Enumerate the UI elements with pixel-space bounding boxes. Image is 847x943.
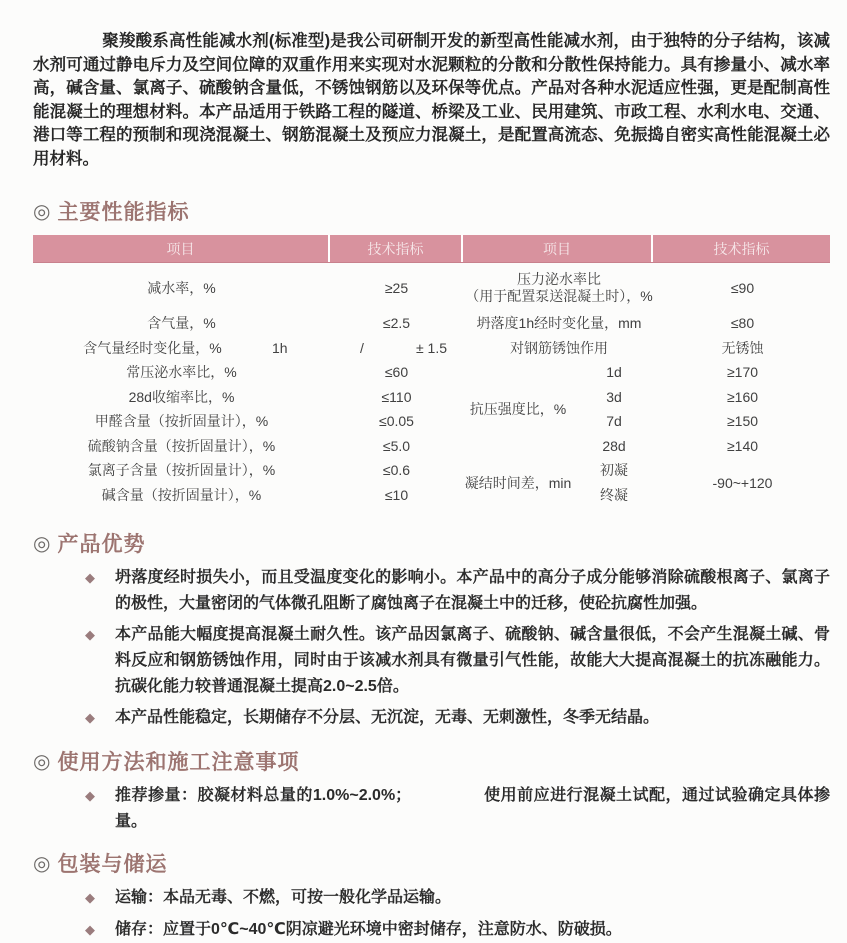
strength-age-column: 1d 3d 7d 28d: [602, 364, 626, 454]
list-item-text: [115, 783, 830, 835]
row-label: 含气量，%: [147, 315, 216, 332]
list-item: [33, 622, 830, 700]
diamond-bullet-icon: ◆: [85, 570, 95, 585]
list-item: [33, 565, 830, 617]
list-item-text: 本产品性能稳定，长期储存不分层、无沉淀，无毒、无刺激性，冬季无结晶。: [115, 709, 660, 726]
row-label: 甲醛含量（按折固量计），%: [94, 413, 269, 430]
table-row: [33, 458, 463, 483]
table-row: [463, 336, 830, 361]
list-item-text: 坍落度经时损失小，而且受温度变化的影响小。本产品中的高分子成分能够消除硫酸根离子、氯离子的极性，大量密闭的气体微孔阻断了腐蚀离子在混凝土中的迁移，使砼抗腐性加强。: [115, 569, 830, 612]
row-label: 常压泌水率比，%: [126, 364, 237, 381]
setting-sub-column: 初凝 终凝: [600, 462, 628, 503]
row-value: ≥25: [384, 280, 409, 296]
row-value: ≤5.0: [382, 437, 411, 454]
table-row-group-setting-time: [463, 458, 830, 507]
diamond-bullet-icon: ◆: [85, 788, 95, 803]
table-header-spec-right: 技术指标: [713, 240, 770, 257]
strength-value-column: ≥170 ≥160 ≥150 ≥140: [726, 364, 759, 454]
diamond-bullet-icon: ◆: [85, 890, 95, 905]
table-row: [33, 336, 463, 361]
table-row-group-strength: [463, 360, 830, 458]
row-label: 对钢筋锈蚀作用: [510, 339, 608, 356]
table-row: [33, 360, 463, 385]
table-header-item-left: 项目: [33, 235, 330, 262]
section-heading-advantages: [33, 528, 830, 558]
list-item: [33, 705, 830, 731]
list-item-text: 储存：应置于0℃~40℃阴凉避光环境中密封储存，注意防水、防破损。: [115, 921, 622, 938]
table-right-half: [463, 265, 830, 507]
row-label: 含气量经时变化量，% 1h: [83, 339, 288, 356]
section-title: 主要性能指标: [57, 201, 190, 224]
section-marker-icon: ◎: [33, 750, 51, 773]
row-label: 碱含量（按折固量计），%: [101, 486, 262, 503]
table-row: [33, 385, 463, 410]
section-marker-icon: ◎: [33, 852, 51, 875]
row-label: 凝结时间差，min: [464, 474, 572, 491]
table-row: [33, 409, 463, 434]
table-header-item-right: 项目: [463, 235, 653, 262]
section-heading-packaging: [33, 848, 830, 878]
diamond-bullet-icon: ◆: [85, 627, 95, 642]
row-value: ≤0.6: [382, 462, 411, 479]
row-value: 无锈蚀: [721, 339, 764, 356]
row-value: ≤110: [381, 388, 412, 405]
section-title: 包装与储运: [57, 853, 168, 876]
table-row: [463, 311, 830, 336]
row-label: 压力泌水率比 （用于配置泵送混凝土时），%: [465, 271, 653, 304]
list-item-text: 运输：本品无毒、不燃，可按一般化学品运输。: [115, 889, 452, 906]
row-value: ≤10: [384, 486, 409, 503]
trial-mix-note: 使用前应进行混凝土试配，通过试验确定具体掺量。: [115, 787, 830, 830]
section-title: 使用方法和施工注意事项: [57, 751, 300, 774]
table-row: [33, 265, 463, 311]
section-title: 产品优势: [57, 533, 146, 556]
row-label: 氯离子含量（按折固量计），%: [87, 462, 276, 479]
row-label: 抗压强度比，%: [469, 401, 567, 417]
dosage-text: 推荐掺量：胶凝材料总量的1.0%~2.0%；: [115, 787, 412, 804]
advantages-list: [33, 565, 830, 731]
table-row: [33, 483, 463, 508]
row-value: ≤80: [730, 315, 755, 332]
row-value: ≤0.05: [379, 413, 414, 430]
section-heading-usage: [33, 746, 830, 776]
list-item: [33, 783, 830, 835]
table-row: [463, 265, 830, 311]
table-header-spec-left: 技术指标: [330, 235, 463, 262]
row-value: ≤60: [384, 364, 409, 381]
usage-list: [33, 783, 830, 835]
section-marker-icon: ◎: [33, 200, 51, 223]
row-label: 28d收缩率比，%: [128, 388, 235, 405]
list-item: [33, 917, 830, 943]
intro-paragraph: 聚羧酸系高性能减水剂(标准型)是我公司研制开发的新型高性能减水剂，由于独特的分子结构，该减水剂可通过静电斥力及空间位障的双重作用来实现对水泥颗粒的分散和分散性保持能力。具有掺量小、减水率高，碱含量、氯离子、硫酸钠含量低，不锈蚀钢筋以及环保等优点。产品对各种水泥适应性强，更是配制高性能混凝土的理想材料。本产品适用于铁路工程的隧道、桥梁及工业、民用建筑、市政工程、水利水电、交通、港口等工程的预制和现浇混凝土、钢筋混凝土及预应力混凝土，是配置高流态、免振捣自密实高性能混凝土必用材料。: [33, 32, 830, 168]
list-item-text: 本产品能大幅度提高混凝土耐久性。该产品因氯离子、硫酸钠、碱含量很低，不会产生混凝土碱、骨料反应和钢筋锈蚀作用，同时由于该减水剂具有微量引气性能，故能大大提高混凝土的抗冻融能力。抗碳化能力较普通混凝土提高2.0~2.5倍。: [115, 626, 830, 695]
performance-table: [33, 235, 830, 507]
row-label: 坍落度1h经时变化量，mm: [476, 315, 642, 332]
section-heading-performance: [33, 196, 830, 226]
table-left-half: [33, 265, 463, 507]
row-label: 减水率，%: [147, 280, 216, 296]
row-label: 硫酸钠含量（按折固量计），%: [87, 437, 276, 454]
table-body: [33, 263, 830, 507]
row-value: -90~+120: [712, 474, 773, 491]
table-row: [33, 434, 463, 459]
packaging-list: [33, 885, 830, 943]
list-item: [33, 885, 830, 911]
table-header-row: [33, 235, 830, 263]
diamond-bullet-icon: ◆: [85, 922, 95, 937]
table-row: [33, 311, 463, 336]
diamond-bullet-icon: ◆: [85, 710, 95, 725]
section-marker-icon: ◎: [33, 532, 51, 555]
row-value: / ± 1.5: [360, 339, 447, 356]
row-value: ≤2.5: [382, 315, 411, 332]
row-value: ≤90: [730, 280, 755, 296]
